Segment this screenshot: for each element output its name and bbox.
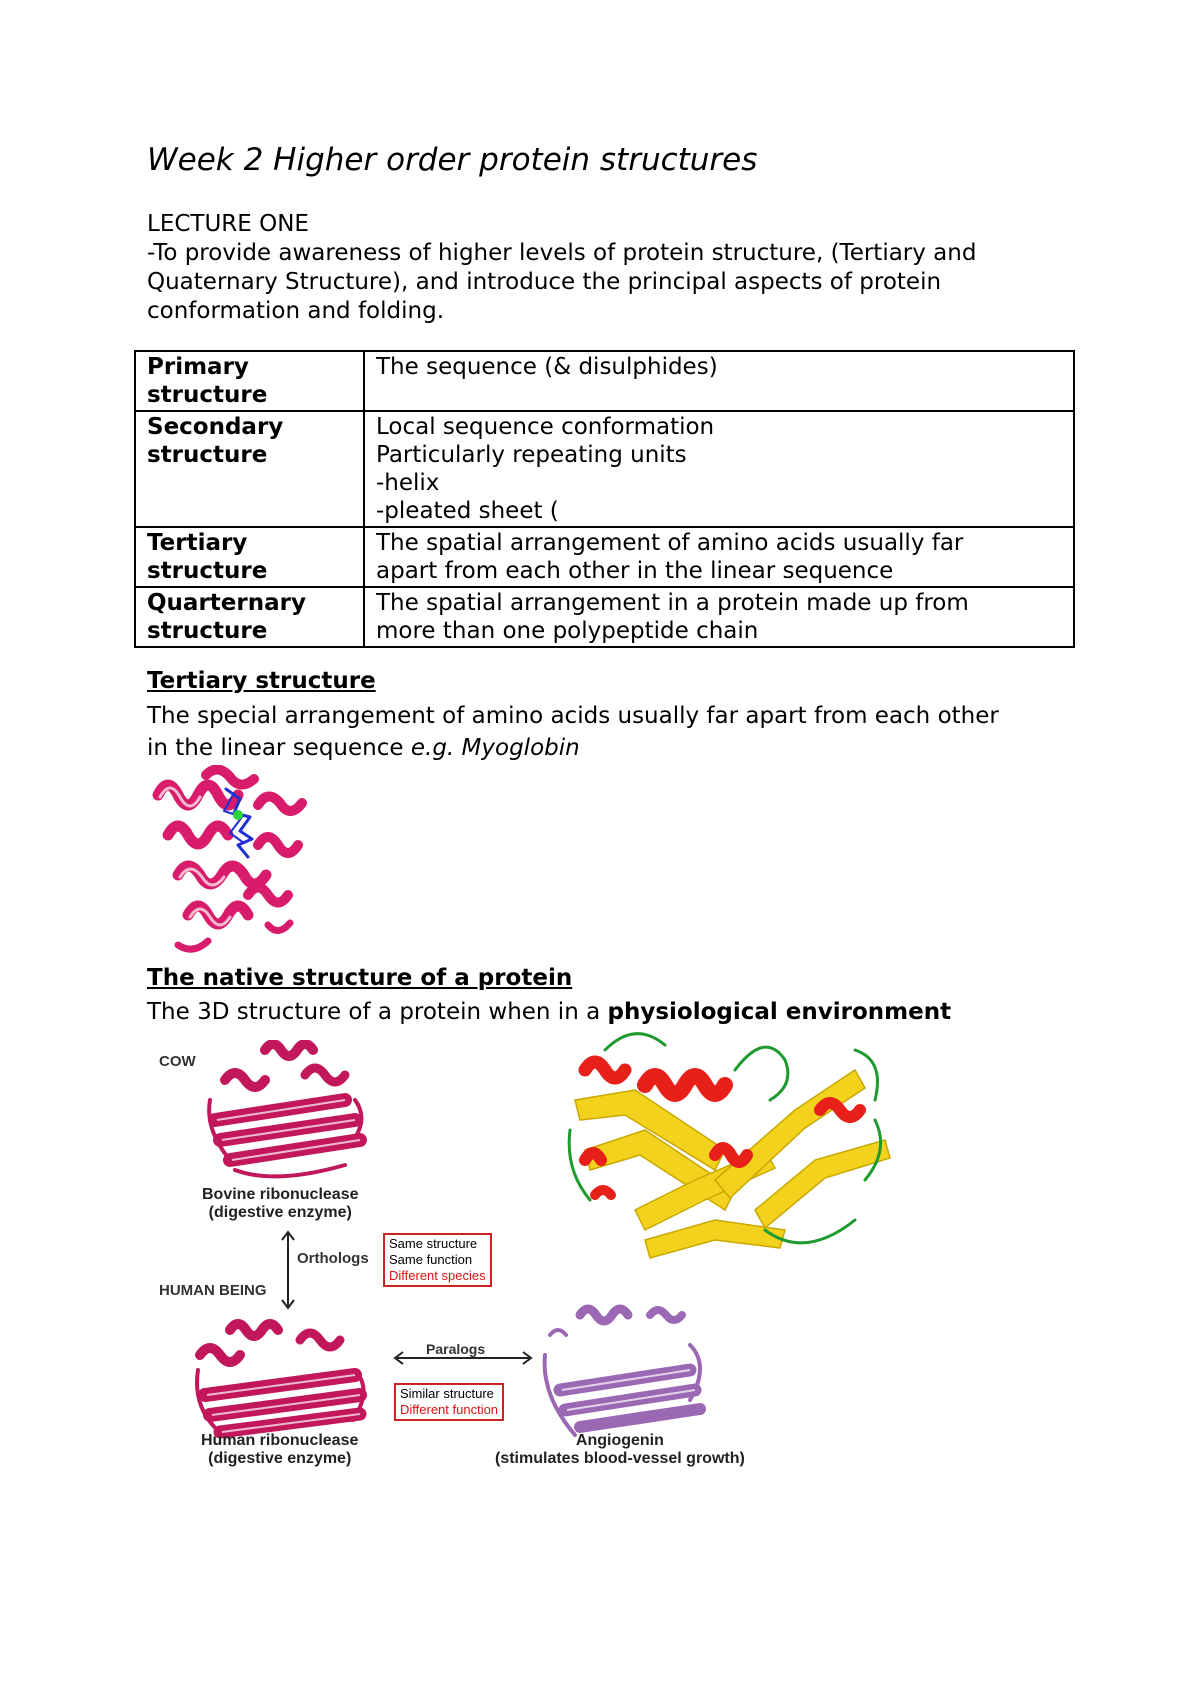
human-ribonuclease-caption: [201, 1432, 358, 1468]
tertiary-line-text: in the linear sequence: [147, 735, 411, 761]
cow-label: COW: [159, 1053, 196, 1070]
tertiary-paragraph: [147, 700, 999, 764]
table-row: [135, 351, 1074, 411]
native-structure-heading: The native structure of a protein: [147, 965, 573, 991]
row-header-line: structure: [147, 442, 268, 468]
row-header: [135, 351, 364, 411]
intro-paragraph: [147, 239, 976, 326]
row-header-line: Tertiary: [147, 530, 248, 556]
angiogenin-caption: [495, 1432, 745, 1468]
row-header-line: Primary: [147, 354, 249, 380]
row-header-line: Quarternary: [147, 590, 306, 616]
paralogs-box: [394, 1383, 504, 1421]
human-role: (digestive enzyme): [208, 1450, 352, 1467]
angiogenin-role: (stimulates blood-vessel growth): [495, 1450, 745, 1467]
table-row: [135, 527, 1074, 587]
row-description-line: -helix: [376, 470, 440, 496]
row-description: [364, 587, 1074, 647]
intro-line: Quaternary Structure), and introduce the principal aspects of protein: [147, 269, 942, 295]
row-description-line: Particularly repeating units: [376, 442, 687, 468]
native-structure-text: [147, 996, 951, 1028]
ortholog-box-line: Different species: [389, 1268, 486, 1283]
paralog-box-line: Different function: [400, 1402, 499, 1417]
angiogenin-name: Angiogenin: [575, 1432, 664, 1449]
row-description-line: The spatial arrangement in a protein made up from: [376, 590, 969, 616]
tertiary-heading: Tertiary structure: [147, 668, 376, 694]
ortholog-box-line: Same structure: [389, 1236, 478, 1251]
tertiary-line: The special arrangement of amino acids usually far apart from each other: [147, 703, 999, 729]
myoglobin-ribbon-image: [148, 765, 328, 960]
row-description: [364, 411, 1074, 527]
row-description-line: Local sequence conformation: [376, 414, 715, 440]
native-text-plain: The 3D structure of a protein when in a: [147, 999, 608, 1025]
intro-line: -To provide awareness of higher levels of protein structure, (Tertiary and: [147, 240, 977, 266]
row-description-line: The sequence (& disulphides): [376, 354, 718, 380]
row-description-line: apart from each other in the linear sequence: [376, 558, 894, 584]
structure-table: [134, 350, 1075, 648]
row-header-line: Secondary: [147, 414, 284, 440]
paralog-box-line: Similar structure: [400, 1386, 494, 1401]
example-marker: e.g.: [410, 735, 455, 761]
row-header-line: structure: [147, 382, 268, 408]
table-row: [135, 411, 1074, 527]
overlay-ribbon-image: [565, 1030, 915, 1275]
example-protein: Myoglobin: [454, 735, 580, 761]
row-header-line: structure: [147, 618, 268, 644]
row-header: [135, 527, 364, 587]
double-arrow-icon: [281, 1230, 295, 1310]
page-title: Week 2 Higher order protein structures: [147, 142, 758, 178]
row-description: [364, 527, 1074, 587]
row-description-line: -pleated sheet (: [376, 498, 559, 524]
tertiary-line: [147, 732, 999, 764]
lecture-heading: LECTURE ONE: [147, 211, 309, 237]
bovine-ribonuclease-image: [205, 1040, 380, 1185]
bovine-ribonuclease-caption: [202, 1186, 359, 1222]
ortholog-box-line: Same function: [389, 1252, 473, 1267]
angiogenin-ribbon-image: [540, 1295, 715, 1450]
human-name: Human ribonuclease: [201, 1432, 359, 1449]
row-description-line: The spatial arrangement of amino acids usually far: [376, 530, 964, 556]
human-being-label: HUMAN BEING: [159, 1282, 267, 1299]
bovine-name: Bovine ribonuclease: [202, 1186, 359, 1203]
orthologs-label: Orthologs: [297, 1250, 369, 1267]
intro-line: conformation and folding.: [147, 298, 445, 324]
row-description-line: more than one polypeptide chain: [376, 618, 759, 644]
table-row: [135, 587, 1074, 647]
row-header: [135, 587, 364, 647]
native-text-bold: physiological environment: [607, 999, 952, 1025]
row-description: [364, 351, 1074, 411]
human-ribonuclease-image: [190, 1310, 380, 1450]
bovine-role: (digestive enzyme): [208, 1204, 352, 1221]
paralogs-label: Paralogs: [426, 1341, 486, 1357]
row-header: [135, 411, 364, 527]
orthologs-box: [383, 1233, 492, 1287]
row-header-line: structure: [147, 558, 268, 584]
